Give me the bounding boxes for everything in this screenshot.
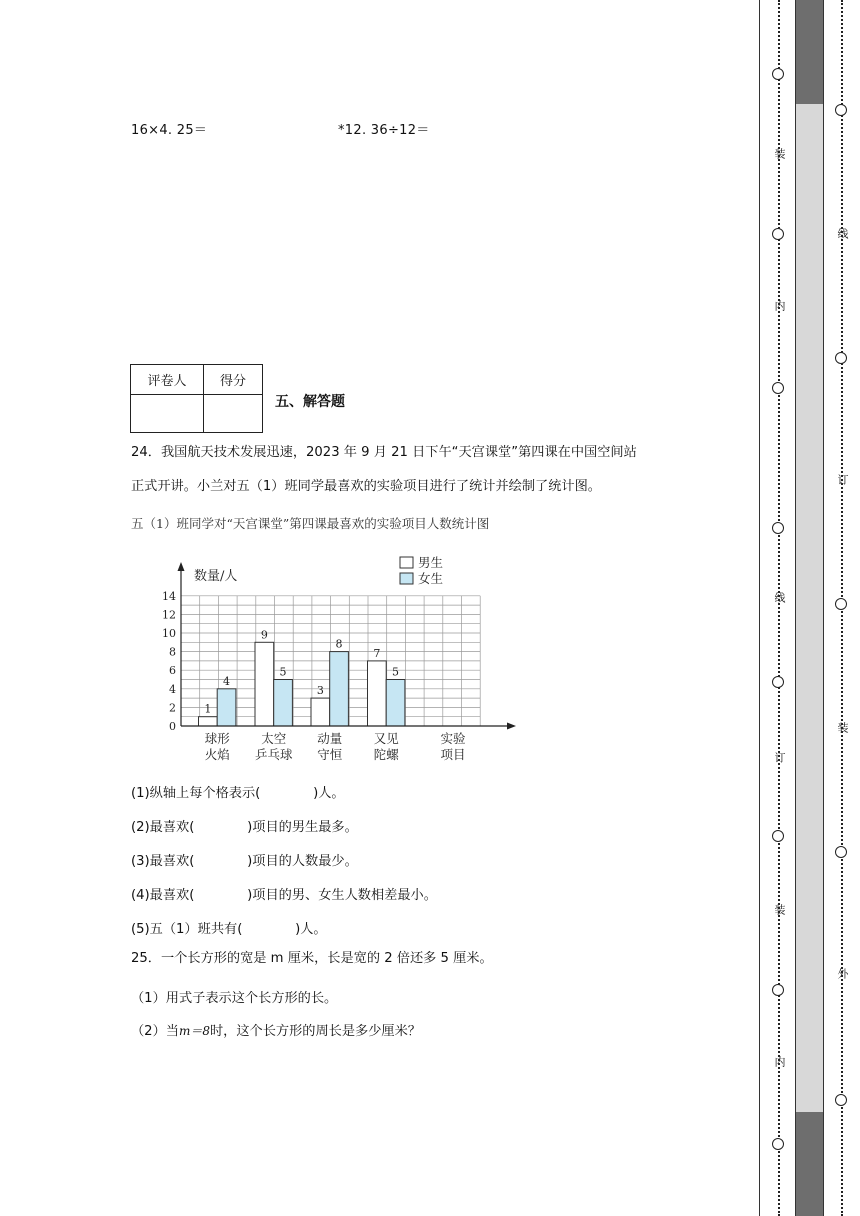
calc-expression-2: *12. 36÷12＝ — [338, 123, 430, 138]
margin-circle — [772, 228, 784, 240]
margin-label: 线 — [773, 592, 786, 603]
bar-value-label: 4 — [223, 674, 231, 688]
x-category-label: 动量 — [317, 731, 343, 746]
bar-girls — [274, 680, 293, 727]
margin-label: 订 — [773, 752, 786, 763]
y-tick-label: 6 — [169, 664, 176, 678]
q24-sub2: (2)最喜欢( )项目的男生最多。 — [131, 820, 358, 835]
grader-cell[interactable] — [131, 395, 204, 433]
bar-value-label: 7 — [373, 646, 381, 660]
q24-sub4: (4)最喜欢( )项目的男、女生人数相差最小。 — [131, 888, 437, 903]
x-category-label: 太空 — [261, 731, 287, 746]
margin-strip-bottom — [796, 1112, 823, 1216]
margin-circle — [772, 984, 784, 996]
bar-value-label: 5 — [392, 665, 400, 679]
margin-label: 装 — [773, 904, 786, 915]
margin-circle — [772, 676, 784, 688]
margin-circle — [835, 104, 847, 116]
y-axis-label: 数量/人 — [194, 569, 238, 584]
chart-labels — [162, 568, 466, 762]
x-category-label: 陀螺 — [373, 747, 399, 762]
bar-girls — [386, 680, 405, 727]
margin-label: 装 — [773, 148, 786, 159]
bar-chart — [130, 545, 540, 770]
score-cell[interactable] — [204, 395, 263, 433]
x-category-label: 球形 — [204, 731, 230, 746]
q25-sub2 — [131, 1020, 421, 1039]
bar-boys — [368, 661, 387, 726]
margin-label: 线 — [836, 228, 849, 239]
legend-label: 女生 — [418, 571, 444, 586]
q25-sub1: （1）用式子表示这个长方形的长。 — [131, 991, 338, 1006]
chart-legend — [400, 555, 443, 586]
chart-title: 五（1）班同学对“天宫课堂”第四课最喜欢的实验项目人数统计图 — [131, 516, 490, 531]
legend-swatch — [400, 573, 413, 584]
margin-circle — [835, 598, 847, 610]
y-tick-label: 14 — [162, 589, 176, 603]
score-table — [130, 364, 263, 433]
section-title: 五、解答题 — [275, 394, 345, 410]
margin-circle — [835, 352, 847, 364]
q25-text: 25．一个长方形的宽是 m 厘米，长是宽的 2 倍还多 5 厘米。 — [131, 951, 493, 966]
margin-label: 外 — [836, 968, 849, 979]
margin-circle — [772, 830, 784, 842]
x-category-label: 火焰 — [204, 747, 230, 762]
margin-circle — [772, 522, 784, 534]
bar-value-label: 5 — [279, 665, 287, 679]
q24-sub3: (3)最喜欢( )项目的人数最少。 — [131, 854, 358, 869]
q25-sub2-pre: （2）当 — [131, 1024, 179, 1039]
bar-value-label: 1 — [204, 702, 212, 716]
q24-sub5: (5)五（1）班共有( )人。 — [131, 922, 327, 937]
margin-circle — [772, 1138, 784, 1150]
x-axis-label: 项目 — [440, 747, 466, 762]
y-tick-label: 4 — [169, 682, 176, 696]
bar-boys — [311, 698, 330, 726]
margin-label: 订 — [836, 474, 849, 485]
margin-label: 内 — [773, 300, 786, 311]
margin-circle — [772, 382, 784, 394]
q24-text-line2: 正式开讲。小兰对五（1）班同学最喜欢的实验项目进行了统计并绘制了统计图。 — [131, 479, 601, 494]
margin-strip-top — [796, 0, 823, 104]
x-axis-label: 实验 — [440, 731, 466, 746]
margin-label: 内 — [773, 1056, 786, 1067]
x-axis-arrow — [507, 723, 516, 730]
bar-value-label: 8 — [335, 637, 343, 651]
q24-sub1: (1)纵轴上每个格表示( )人。 — [131, 786, 345, 801]
bar-value-label: 3 — [316, 684, 324, 698]
x-category-label: 乒乓球 — [254, 747, 293, 762]
q25-sub2-math: m＝8 — [178, 1024, 210, 1038]
x-category-label: 守恒 — [317, 747, 343, 762]
grader-header: 评卷人 — [131, 365, 204, 395]
calc-expression-1: 16×4. 25＝ — [131, 123, 208, 138]
y-tick-label: 8 — [169, 645, 176, 659]
legend-label: 男生 — [418, 555, 444, 570]
bar-girls — [217, 689, 236, 726]
y-tick-label: 10 — [162, 627, 176, 640]
margin-dotted-line-outer — [778, 0, 780, 1216]
x-category-label: 又见 — [373, 731, 399, 746]
y-tick-label: 2 — [169, 701, 176, 715]
score-header: 得分 — [204, 365, 263, 395]
legend-swatch — [400, 557, 413, 568]
bar-boys — [255, 642, 274, 726]
bar-value-label: 9 — [260, 628, 268, 642]
margin-circle — [835, 846, 847, 858]
margin-label: 装 — [836, 722, 849, 733]
y-tick-label: 0 — [169, 720, 176, 733]
y-axis-arrow — [178, 562, 185, 571]
y-tick-label: 12 — [162, 608, 176, 622]
margin-strip — [795, 0, 824, 1216]
margin-border-outer — [759, 0, 760, 1216]
margin-circle — [835, 1094, 847, 1106]
margin-circle — [772, 68, 784, 80]
q24-text-line1: 24．我国航天技术发展迅速，2023 年 9 月 21 日下午“天宫课堂”第四课在中国空间站 — [131, 445, 637, 460]
q25-sub2-post: 时，这个长方形的周长是多少厘米？ — [209, 1024, 421, 1039]
bar-boys — [199, 717, 218, 726]
bar-girls — [330, 652, 349, 726]
